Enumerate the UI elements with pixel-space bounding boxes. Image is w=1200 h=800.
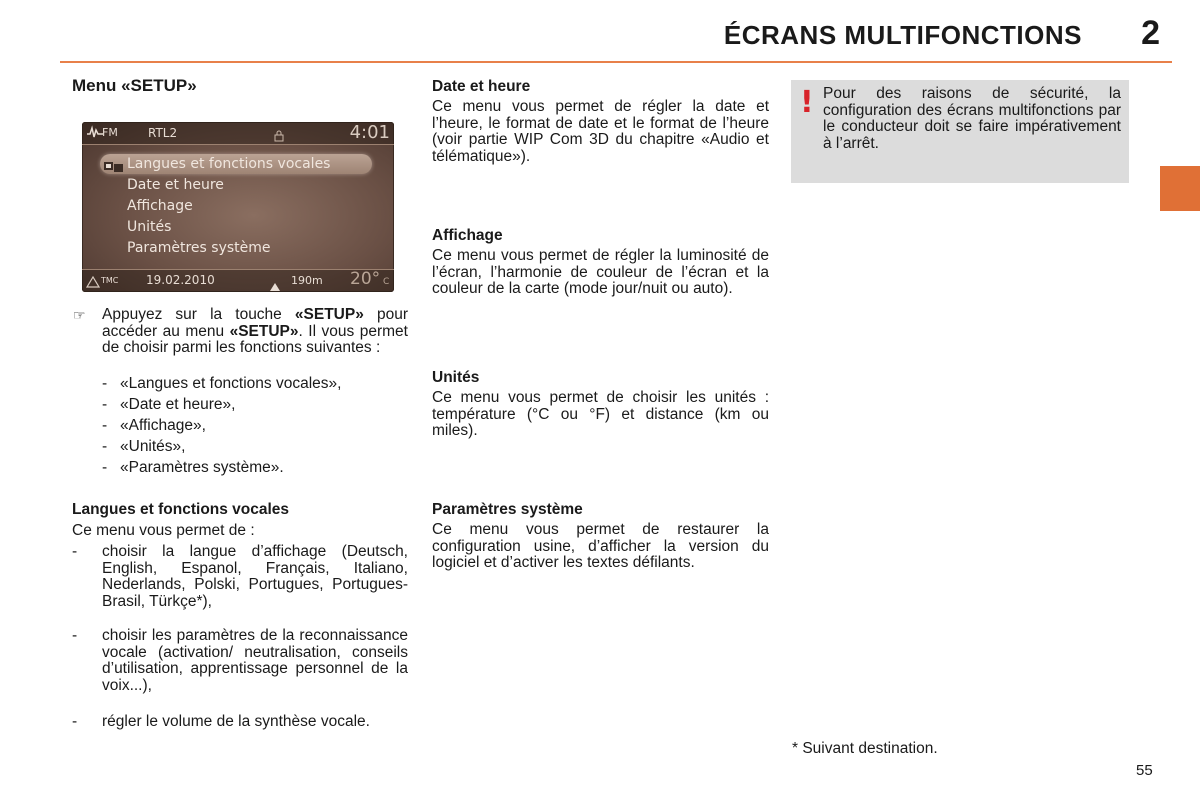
section-title-date: Date et heure — [432, 78, 531, 95]
section-text-parametres: Ce menu vous permet de restaurer la configuration usine, d’afficher la version du logiciel et d’activer les textes défilants. — [432, 521, 769, 571]
safety-warning-text: Pour des raisons de sécurité, la configuration des écrans multifonctions par le conducteur doit se faire impérativement à l’arrêt. — [823, 85, 1121, 152]
langues-dash: - — [72, 627, 78, 644]
setup-key-label: «SETUP» — [294, 306, 364, 323]
section-title-affichage: Affichage — [432, 227, 503, 244]
display-screen-image — [82, 122, 394, 292]
screen-station: RTL2 — [148, 126, 178, 140]
screen-altitude: 190m — [291, 274, 323, 287]
section-text-unites: Ce menu vous permet de choisir les unités : température (°C ou °F) et distance (km ou miles). — [432, 389, 769, 439]
altitude-icon — [270, 276, 280, 292]
intro-text-a: Appuyez sur la touche — [102, 306, 295, 323]
section-text-date: Ce menu vous permet de régler la date et l’heure, le format de date et le format de l’heure (voir partie WIP Com 3D du chapitre «Audio et télématique»). — [432, 98, 769, 165]
langues-dash: - — [72, 713, 78, 730]
menu-heading: Menu «SETUP» — [72, 76, 197, 95]
chapter-side-tab — [1160, 166, 1200, 211]
header-rule — [60, 61, 1172, 63]
langues-item: régler le volume de la synthèse vocale. — [102, 713, 370, 730]
langues-item: choisir la langue d’affichage (Deutsch, English, Espanol, Français, Italiano, Nederlands, Polski, Portugues, Portugues-Brasil, Türkçe*), — [102, 543, 408, 610]
intro-text-b: pour accéder au menu — [102, 306, 408, 340]
screen-menu-item: Langues et fonctions vocales — [127, 156, 331, 172]
screen-status-bar — [82, 269, 394, 292]
function-list-item: «Date et heure», — [120, 396, 236, 413]
lock-icon — [274, 127, 284, 146]
screen-tmc: TMC — [101, 276, 119, 285]
warning-exclamation-icon: ! — [800, 85, 814, 120]
function-list-dash: - — [102, 438, 108, 455]
function-list-item: «Unités», — [120, 438, 186, 455]
page-number: 55 — [1136, 762, 1153, 779]
section-title-unites: Unités — [432, 369, 480, 386]
screen-temperature-unit: C — [383, 277, 390, 287]
screen-time: 4:01 — [349, 122, 390, 143]
intro-paragraph — [102, 307, 408, 357]
screen-menu-item: Paramètres système — [127, 240, 271, 256]
setup-key-label: «SETUP» — [229, 322, 299, 340]
function-list-item: «Paramètres système». — [120, 459, 284, 476]
section-title-langues: Langues et fonctions vocales — [72, 501, 290, 518]
intro-text-c: . Il vous permet de choisir parmi les fonctions suivantes : — [102, 322, 408, 356]
screen-source: FM — [102, 126, 118, 139]
function-list-dash: - — [102, 396, 108, 413]
chapter-number: 2 — [1141, 14, 1160, 52]
langues-intro: Ce menu vous permet de : — [72, 522, 255, 539]
screen-menu-item: Unités — [127, 219, 172, 235]
chapter-title: ÉCRANS MULTIFONCTIONS — [723, 20, 1082, 50]
function-list-dash: - — [102, 459, 108, 476]
function-list-dash: - — [102, 375, 108, 392]
footnote: * Suivant destination. — [792, 740, 938, 757]
section-text-affichage: Ce menu vous permet de régler la luminosité de l’écran, l’harmonie de couleur de l’écran et la couleur de la carte (mode jour/nuit ou auto). — [432, 247, 769, 297]
function-list-item: «Langues et fonctions vocales», — [120, 375, 342, 392]
screen-date: 19.02.2010 — [146, 273, 215, 287]
langues-dash: - — [72, 543, 78, 560]
screen-temperature: 20° — [350, 269, 381, 289]
screen-menu-item: Date et heure — [127, 177, 224, 193]
screen-top-bar — [82, 122, 394, 145]
pointing-hand-icon: ☞ — [73, 307, 86, 323]
screen-menu-item: Affichage — [127, 198, 193, 214]
language-flag-icon — [104, 158, 124, 177]
langues-item: choisir les paramètres de la reconnaissance vocale (activation/ neutralisation, conseils d’utilisation, apprentissage personnel de la voix...), — [102, 627, 408, 694]
section-title-parametres: Paramètres système — [432, 501, 583, 518]
traffic-signal-icon — [86, 273, 100, 292]
function-list-dash: - — [102, 417, 108, 434]
function-list-item: «Affichage», — [120, 417, 206, 434]
